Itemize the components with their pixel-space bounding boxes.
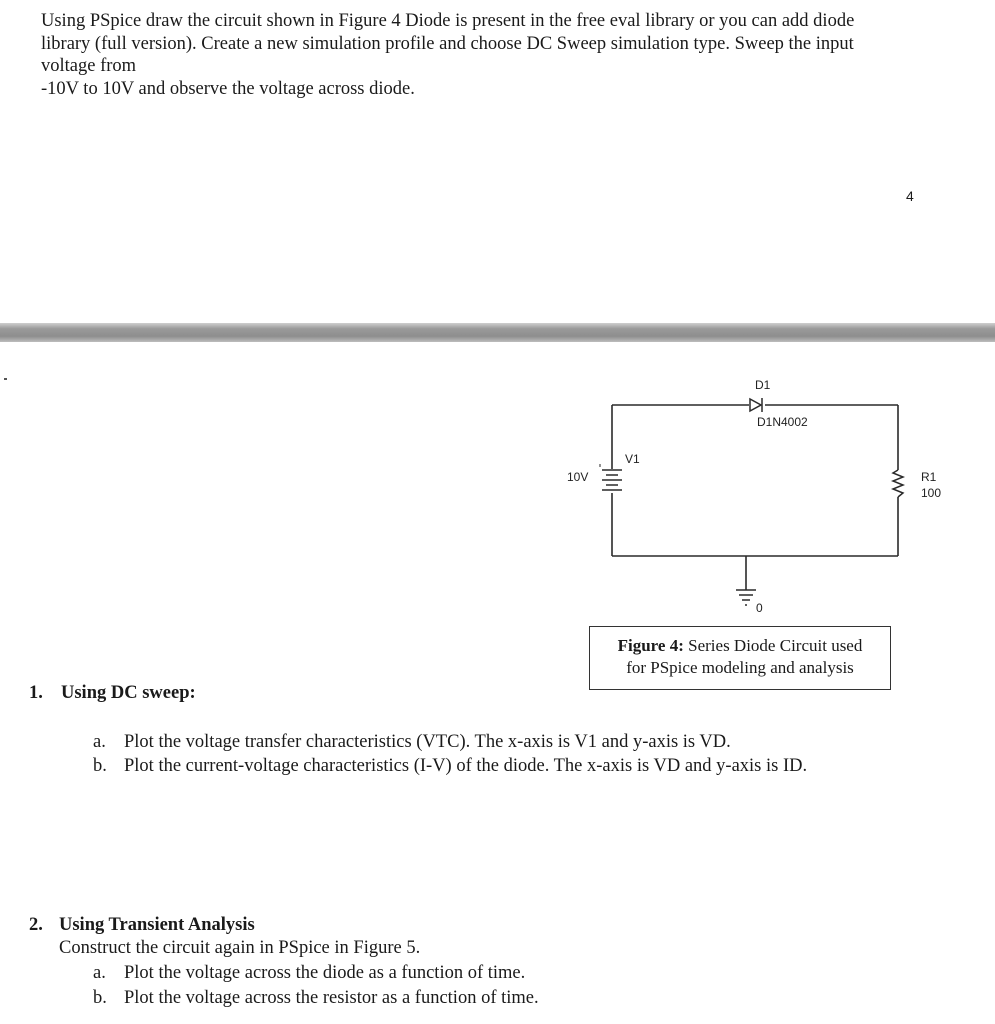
intro-line-4: -10V to 10V and observe the voltage across diode. xyxy=(41,78,415,99)
ground-node-label: 0 xyxy=(756,601,763,615)
source-ref-label: V1 xyxy=(625,452,640,466)
item-text: Plot the current-voltage characteristics (I-V) of the diode. The x-axis is VD and y-axis is ID. xyxy=(124,756,808,776)
item-text: Plot the voltage across the resistor as a function of time. xyxy=(124,988,539,1008)
section-1-title: Using DC sweep: xyxy=(61,683,196,703)
intro-line-3: voltage from xyxy=(41,56,137,76)
item-label: b. xyxy=(93,988,107,1008)
item-label: b. xyxy=(93,756,107,776)
intro-line-2: library (full version). Create a new simulation profile and choose DC Sweep simulation type. Sweep the input xyxy=(41,33,854,54)
resistor-value-label: 100 xyxy=(921,486,942,500)
intro-line-1: Using PSpice draw the circuit shown in Figure 4 Diode is present in the free eval library or you can add diode xyxy=(41,11,855,31)
section-1-number: 1. xyxy=(29,683,43,703)
caption-figure-label: Figure 4: xyxy=(617,636,684,655)
caption-text-1: Series Diode Circuit used xyxy=(683,636,863,655)
section-2-number: 2. xyxy=(29,915,43,935)
battery-symbol xyxy=(600,464,622,490)
item-label: a. xyxy=(93,732,106,752)
ground-symbol xyxy=(736,590,756,605)
resistor-ref-label: R1 xyxy=(921,470,937,484)
item-text: Plot the voltage across the diode as a function of time. xyxy=(124,963,526,983)
diode-symbol xyxy=(750,398,762,412)
diode-ref-label: D1 xyxy=(755,378,771,392)
page-number: 4 xyxy=(906,188,914,204)
item-label: a. xyxy=(93,963,106,983)
source-value-label: 10V xyxy=(567,470,589,484)
figure-caption xyxy=(589,626,891,690)
diode-model-label: D1N4002 xyxy=(757,415,808,429)
item-text: Plot the voltage transfer characteristics (VTC). The x-axis is V1 and y-axis is VD. xyxy=(124,732,731,752)
section-2-subtitle: Construct the circuit again in PSpice in Figure 5. xyxy=(59,938,421,958)
resistor-symbol xyxy=(893,470,903,497)
caption-text-2: for PSpice modeling and analysis xyxy=(626,658,854,677)
section-2-title: Using Transient Analysis xyxy=(59,915,255,935)
